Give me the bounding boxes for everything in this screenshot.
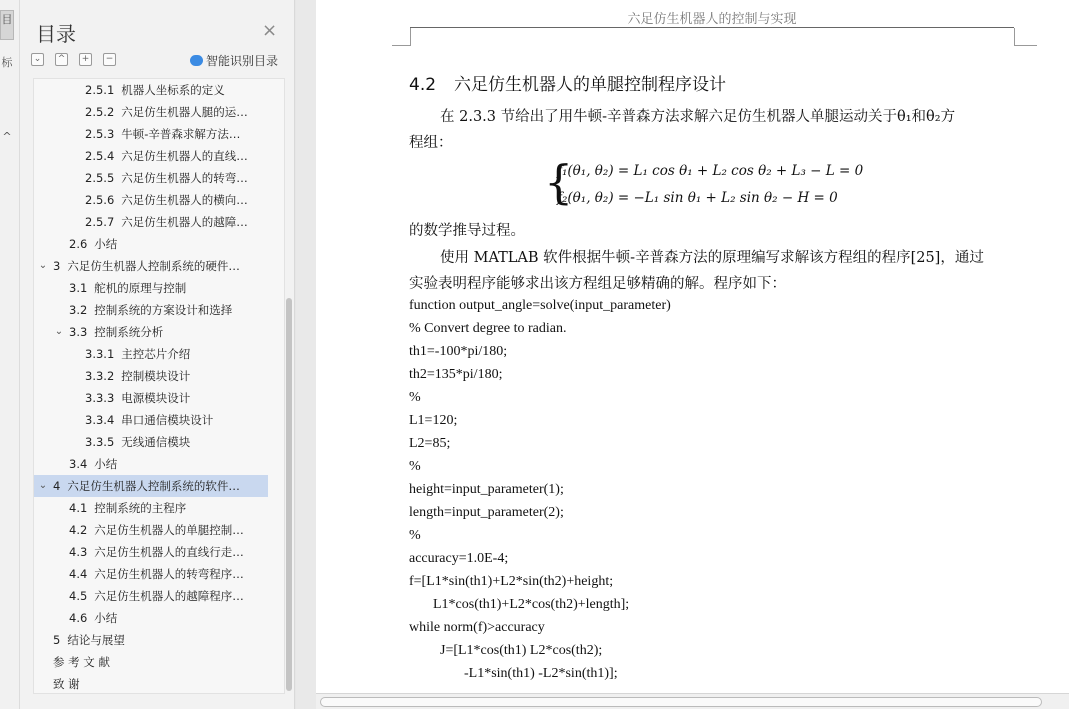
horizontal-scrollbar[interactable] [316, 693, 1069, 709]
smart-icon [190, 55, 203, 66]
toc-item[interactable] [34, 607, 268, 629]
toc-item[interactable] [34, 167, 268, 189]
equation-brace: { [544, 155, 574, 209]
toc-item[interactable] [34, 277, 268, 299]
toc-item-label: 小结 [94, 611, 118, 625]
toc-item-number: 4.1 [69, 501, 88, 515]
crop-mark [410, 28, 411, 46]
chevron-down-icon[interactable]: ⌄ [54, 326, 64, 337]
toc-item-number: 3.2 [69, 303, 88, 317]
toc-item-label: 小结 [94, 457, 118, 471]
code-line: J=[L1*cos(th1) L2*cos(th2); [440, 643, 603, 658]
toc-item-label: 致 谢 [53, 677, 80, 691]
code-line: length=input_parameter(2); [409, 505, 564, 520]
toc-item[interactable] [34, 79, 268, 101]
toc-item-label: 无线通信模块 [121, 435, 191, 449]
toc-item[interactable] [34, 299, 268, 321]
code-line: L1*cos(th1)+L2*cos(th2)+length]; [433, 597, 630, 612]
code-line: th1=-100*pi/180; [409, 344, 508, 359]
toc-item[interactable] [34, 101, 268, 123]
toc-item[interactable] [34, 365, 268, 387]
toc-item-label: 结论与展望 [67, 633, 125, 647]
outline-title: 目录 [36, 22, 76, 46]
toc-item-label: 六足仿生机器人的直线… [121, 149, 248, 163]
toc-list-container[interactable] [33, 78, 285, 694]
paragraph-line: 实验表明程序能够求出该方程组足够精确的解。程序如下： [409, 276, 786, 292]
header-rule [410, 27, 1014, 28]
toc-item-label: 控制系统的方案设计和选择 [94, 303, 233, 317]
toc-item-label: 控制系统的主程序 [94, 501, 187, 515]
toc-item-number: 3 [53, 259, 61, 273]
toc-item-label: 舵机的原理与控制 [94, 281, 187, 295]
toc-item-number: 3.4 [69, 457, 88, 471]
toc-item-label: 六足仿生机器人的横向… [121, 193, 248, 207]
toc-item-number: 4.5 [69, 589, 88, 603]
expand-up-icon[interactable]: ^ [55, 53, 68, 66]
smart-recognize-toc-button[interactable] [190, 52, 278, 69]
toc-item[interactable] [34, 541, 268, 563]
toc-item-number: 2.5.5 [85, 171, 115, 185]
toc-item-number: 3.3.2 [85, 369, 115, 383]
toc-item[interactable] [34, 123, 268, 145]
toc-item-label: 六足仿生机器人控制系统的软件… [67, 479, 240, 493]
toc-item-label: 六足仿生机器人的转弯… [121, 171, 248, 185]
code-line: % [409, 390, 421, 405]
toc-scrollbar-thumb[interactable] [286, 298, 292, 691]
toc-item-number: 4.2 [69, 523, 88, 537]
page-header: 六足仿生机器人的控制与实现 [627, 12, 797, 27]
toc-item[interactable] [34, 343, 268, 365]
toc-item[interactable] [34, 145, 268, 167]
code-line: % [409, 459, 421, 474]
toc-item[interactable] [34, 497, 268, 519]
toc-item[interactable] [34, 409, 268, 431]
section-number: 4.2 [409, 75, 437, 95]
code-line: accuracy=1.0E-4; [409, 551, 509, 566]
toc-item-label: 六足仿生机器人的越障程序… [94, 589, 244, 603]
smart-recognize-label: 智能识别目录 [206, 54, 279, 68]
equation-system [544, 155, 904, 214]
paragraph-line: 程组： [409, 135, 453, 151]
code-line: f=[L1*sin(th1)+L2*sin(th2)+height; [409, 574, 614, 589]
toc-item-label: 控制模块设计 [121, 369, 191, 383]
toc-item-label: 六足仿生机器人的转弯程序… [94, 567, 244, 581]
code-line: % Convert degree to radian. [409, 321, 567, 336]
toc-item[interactable] [34, 475, 268, 497]
crop-mark [1015, 45, 1037, 46]
toc-item-number: 4 [53, 479, 61, 493]
toc-item-label: 牛顿-辛普森求解方法… [121, 127, 241, 141]
paragraph-line: 使用 MATLAB 软件根据牛顿-辛普森方法的原理编写求解该方程组的程序[25]，通过 [440, 250, 984, 266]
toc-item-number: 3.3.3 [85, 391, 115, 405]
toc-list [34, 79, 268, 695]
toc-item[interactable] [34, 255, 268, 277]
toc-item-label: 六足仿生机器人的单腿控制… [94, 523, 244, 537]
toc-item-label: 参 考 文 献 [53, 655, 110, 669]
equation-2: f₂(θ₁, θ₂) = −L₁ sin θ₁ + L₂ sin θ₂ − H = 0 [557, 190, 838, 206]
toc-item-label: 六足仿生机器人控制系统的硬件… [67, 259, 240, 273]
code-line: while norm(f)>accuracy [409, 620, 545, 635]
outline-tab[interactable]: 目 [0, 10, 14, 40]
toc-item-number: 3.3 [69, 325, 88, 339]
chevron-down-icon[interactable]: ⌄ [38, 480, 48, 491]
toc-item[interactable] [34, 519, 268, 541]
toc-item[interactable] [34, 189, 268, 211]
horizontal-scrollbar-thumb[interactable] [320, 697, 1042, 707]
toc-item[interactable] [34, 629, 268, 651]
equation-1: f₁(θ₁, θ₂) = L₁ cos θ₁ + L₂ cos θ₂ + L₃ − L = 0 [557, 163, 864, 179]
toc-item-number: 2.5.4 [85, 149, 115, 163]
outline-panel [20, 0, 295, 709]
toc-item[interactable] [34, 585, 268, 607]
code-line: function output_angle=solve(input_parameter) [409, 298, 671, 313]
collapse-all-icon[interactable]: ⌄ [31, 53, 44, 66]
toc-item-number: 3.3.5 [85, 435, 115, 449]
toc-item[interactable] [34, 233, 268, 255]
paragraph-line: 在 2.3.3 节给出了用牛顿-辛普森方法求解六足仿生机器人单腿运动关于θ₁和θ₂方 [440, 109, 956, 125]
toc-item-number: 2.5.1 [85, 83, 115, 97]
code-line: th2=135*pi/180; [409, 367, 503, 382]
toc-item[interactable] [34, 431, 268, 453]
toc-item[interactable] [34, 563, 268, 585]
toc-item-number: 2.5.7 [85, 215, 115, 229]
toc-item[interactable] [34, 211, 268, 233]
collapse-icon[interactable]: ^ [2, 130, 12, 143]
toc-item[interactable] [34, 673, 268, 695]
toc-item-number: 2.5.3 [85, 127, 115, 141]
toc-item-number: 4.3 [69, 545, 88, 559]
code-line: L2=85; [409, 436, 451, 451]
code-line: L1=120; [409, 413, 458, 428]
crop-mark [1014, 28, 1015, 46]
toc-item[interactable] [34, 453, 268, 475]
left-panel-strip [0, 0, 20, 709]
toc-item-number: 4.6 [69, 611, 88, 625]
tab-2[interactable]: 标 [1, 56, 13, 69]
toc-item-label: 电源模块设计 [121, 391, 191, 405]
close-icon[interactable]: × [262, 20, 278, 41]
toc-item-label: 主控芯片介绍 [121, 347, 191, 361]
toc-item-label: 控制系统分析 [94, 325, 164, 339]
document-page[interactable] [316, 0, 1069, 693]
toc-item-number: 3.1 [69, 281, 88, 295]
toc-item-number: 3.3.4 [85, 413, 115, 427]
code-line: % [409, 528, 421, 543]
add-heading-icon[interactable]: + [79, 53, 92, 66]
code-line: height=input_parameter(1); [409, 482, 564, 497]
toc-item-label: 六足仿生机器人的直线行走… [94, 545, 244, 559]
toc-item-label: 六足仿生机器人的越障… [121, 215, 248, 229]
toc-item[interactable] [34, 321, 268, 343]
toc-item-number: 2.5.2 [85, 105, 115, 119]
chevron-down-icon[interactable]: ⌄ [38, 260, 48, 271]
crop-mark [392, 45, 410, 46]
toc-item-number: 5 [53, 633, 61, 647]
section-heading [409, 70, 726, 95]
code-line: -L1*sin(th1) -L2*sin(th1)]; [464, 666, 618, 681]
toc-item-number: 2.6 [69, 237, 88, 251]
toc-item-label: 小结 [94, 237, 118, 251]
toc-item-number: 4.4 [69, 567, 88, 581]
paragraph-line: 的数学推导过程。 [409, 223, 525, 239]
section-title: 六足仿生机器人的单腿控制程序设计 [454, 75, 727, 95]
remove-heading-icon[interactable]: − [103, 53, 116, 66]
toc-item-label: 机器人坐标系的定义 [121, 83, 225, 97]
toc-item[interactable] [34, 387, 268, 409]
toc-item-number: 3.3.1 [85, 347, 115, 361]
toc-item[interactable] [34, 651, 268, 673]
toc-item-label: 串口通信模块设计 [121, 413, 214, 427]
toc-item-number: 2.5.6 [85, 193, 115, 207]
toc-item-label: 六足仿生机器人腿的运… [121, 105, 248, 119]
